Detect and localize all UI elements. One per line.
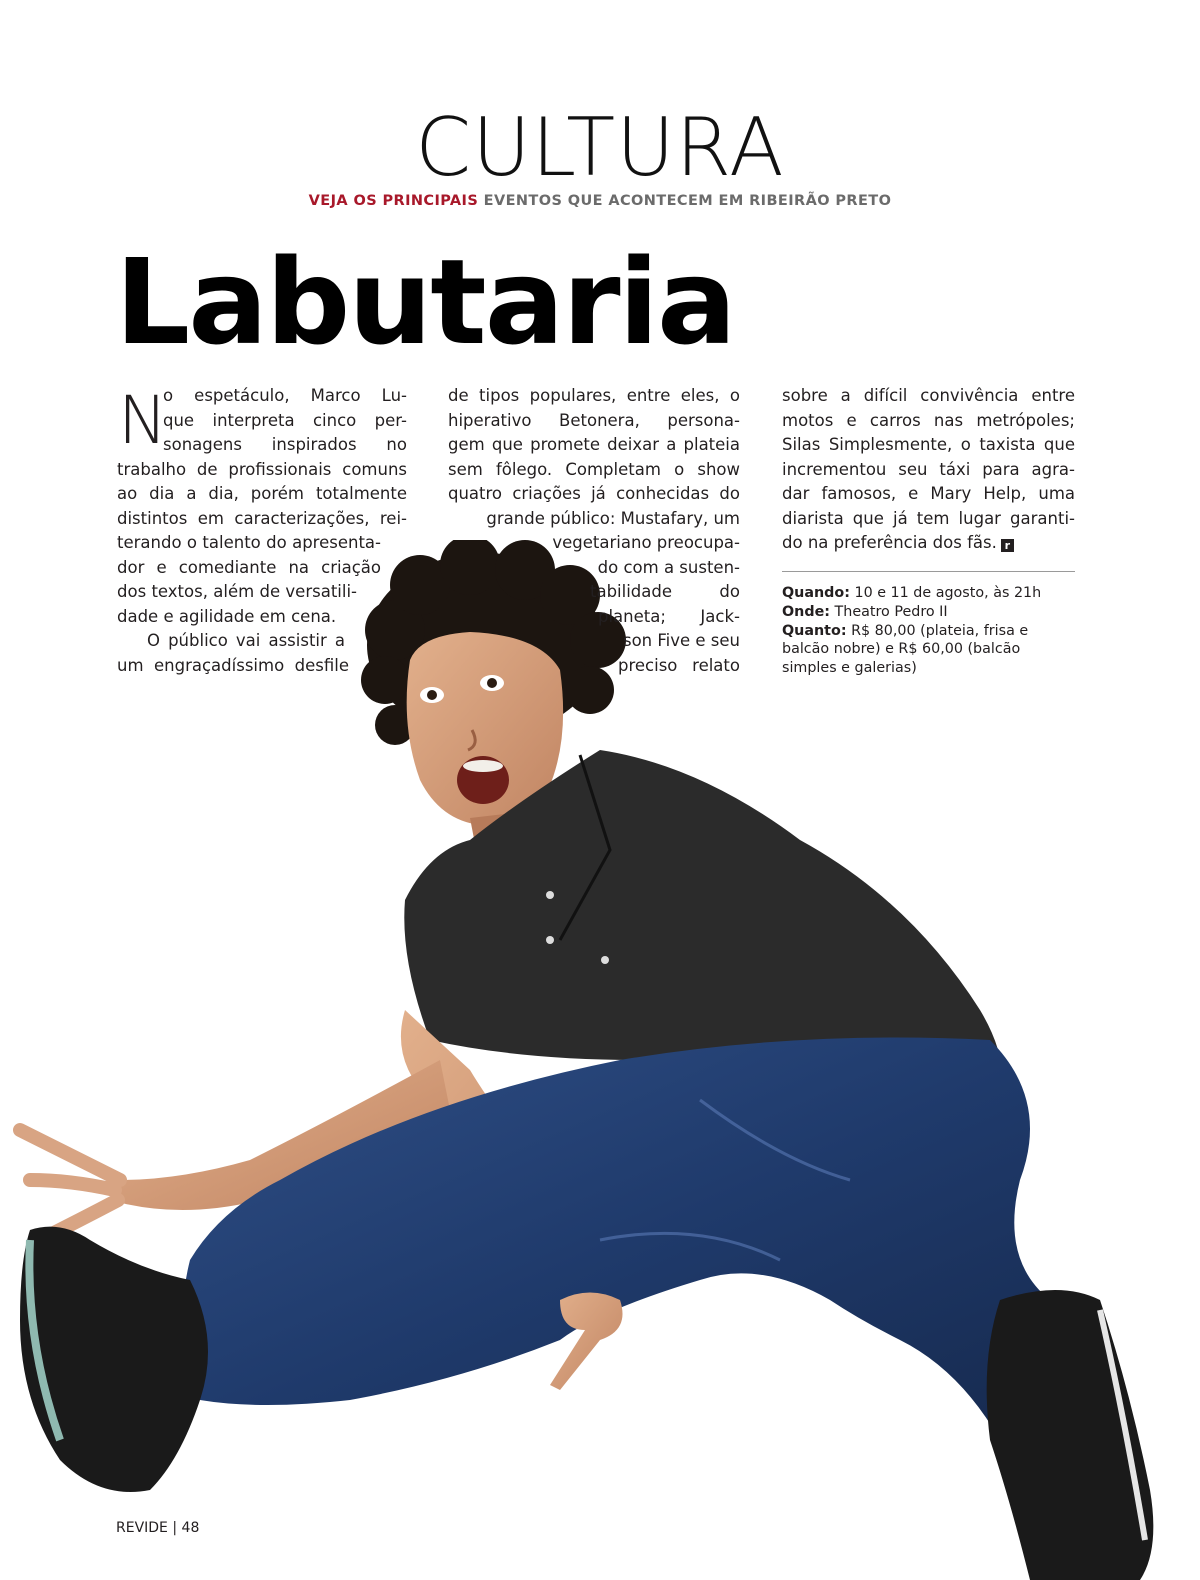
article-headline: Labutaria xyxy=(115,233,735,371)
col1-line: sonagens inspirados no xyxy=(163,435,407,454)
col1-line: ao dia a dia, porém totalmente xyxy=(117,484,407,503)
col1-line: um engraçadíssimo desfile xyxy=(117,655,349,675)
col2-line: grande público: Mustafary, um xyxy=(486,508,740,528)
drop-cap: N xyxy=(118,382,168,459)
col1-line: O público vai assistir a xyxy=(147,631,345,650)
where-value: Theatro Pedro II xyxy=(834,603,948,620)
page-folio xyxy=(116,1520,199,1536)
column-1 xyxy=(117,384,407,678)
col2-line: de tipos populares, entre eles, o xyxy=(448,386,740,405)
info-price xyxy=(782,622,1037,678)
col3-line: do na preferência dos fãs. xyxy=(782,533,997,552)
blue-jeans xyxy=(182,1038,1100,1441)
comedian-photo xyxy=(0,540,1200,1580)
page-number: 48 xyxy=(181,1520,200,1536)
col2-line: quatro criações já conhecidas do xyxy=(448,484,740,503)
col2-line: planeta; Jack- xyxy=(598,606,740,626)
col2-line: do com a susten- xyxy=(597,557,740,577)
col1-line: que interpreta cinco per- xyxy=(163,410,407,430)
folio-separator: | xyxy=(172,1520,178,1536)
col2-line: hiperativo Betonera, persona- xyxy=(448,410,740,430)
col3-line: diarista que já tem lugar garanti- xyxy=(782,508,1075,528)
info-where xyxy=(782,603,1082,622)
col2-line: tabilidade do xyxy=(590,582,740,601)
col1-line: dade e agilidade em cena. xyxy=(117,606,337,626)
info-divider xyxy=(782,571,1075,572)
col1-line: o espetáculo, Marco Lu- xyxy=(163,386,407,405)
when-value: 10 e 11 de agosto, às 21h xyxy=(854,585,1042,601)
col3-line: Silas Simplesmente, o taxista que xyxy=(782,435,1075,454)
col2-line: son Five e seu xyxy=(622,631,740,650)
kicker-highlight: VEJA OS PRINCIPAIS xyxy=(308,193,479,209)
col3-line: dar famosos, e Mary Help, uma xyxy=(782,484,1075,503)
col1-line: trabalho de profissionais comuns xyxy=(117,459,407,479)
col2-line: vegetariano preocupa- xyxy=(552,533,740,552)
price-label: Quanto: xyxy=(782,622,847,639)
col1-line: distintos em caracterizações, rei- xyxy=(117,508,407,528)
col2-line: gem que promete deixar a plateia xyxy=(448,435,740,454)
column-3 xyxy=(782,384,1075,556)
left-sneaker xyxy=(20,1227,208,1492)
col1-line: terando o talento do apresenta- xyxy=(117,533,381,552)
section-kicker xyxy=(0,193,1200,209)
column-2 xyxy=(448,384,740,678)
kicker-rest: EVENTOS QUE ACONTECEM EM RIBEIRÃO PRETO xyxy=(483,193,892,209)
info-when xyxy=(782,584,1082,603)
col3-line: sobre a difícil convivência entre xyxy=(782,386,1075,405)
col3-last-line xyxy=(782,531,1075,556)
when-label: Quando: xyxy=(782,585,850,601)
col3-line: incrementou seu táxi para agra- xyxy=(782,459,1075,479)
event-info-box xyxy=(782,584,1082,678)
magazine-name: REVIDE xyxy=(116,1520,168,1536)
price-value: R$ 80,00 (plateia, frisa e balcão nobre) e R$ 60,00 (balcão simples e galerias) xyxy=(782,622,1029,677)
col2-line: sem fôlego. Completam o show xyxy=(448,459,740,479)
col1-line: dos textos, além de versatili- xyxy=(117,582,357,601)
col1-line: dor e comediante na criação xyxy=(117,557,381,577)
end-mark-icon: r xyxy=(1001,539,1014,552)
col3-line: motos e carros nas metrópoles; xyxy=(782,410,1075,430)
col2-line: preciso relato xyxy=(618,655,740,675)
where-label: Onde: xyxy=(782,603,830,620)
section-title: CULTURA xyxy=(415,101,785,194)
